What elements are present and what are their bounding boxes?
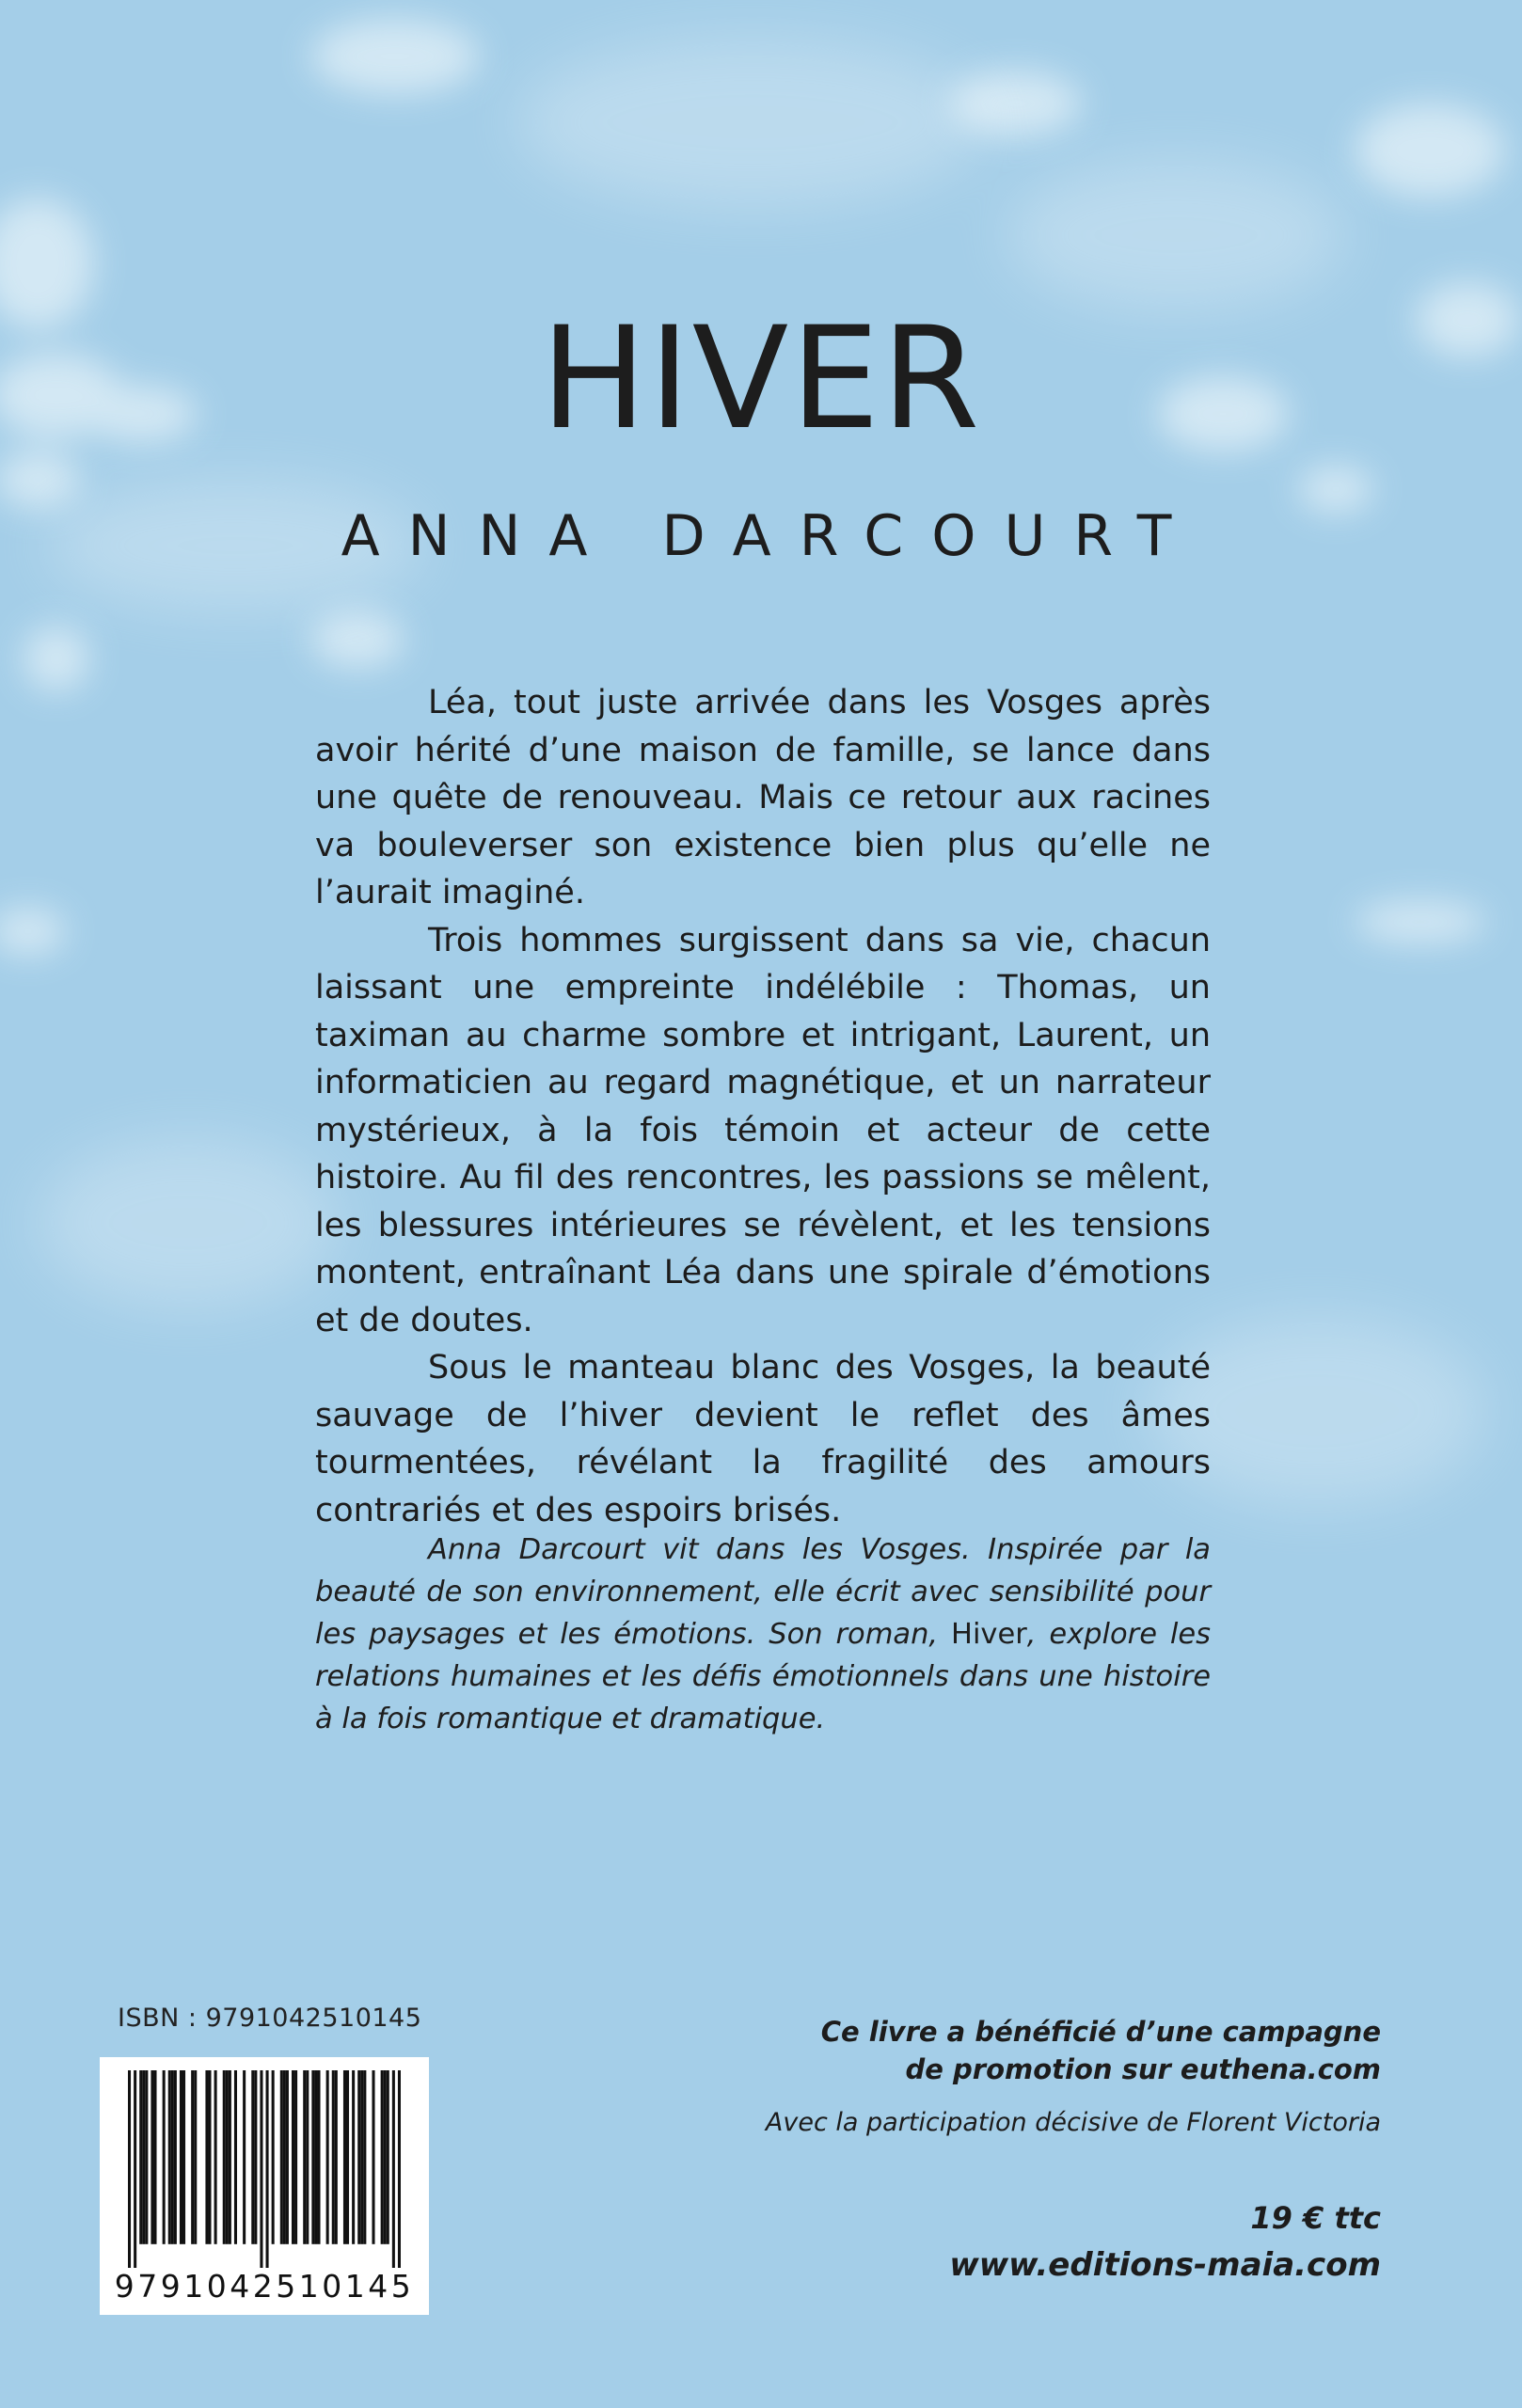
bio-text-end: , explore les relations humaines et les défis émotionnels dans une histoire à la fois romantique et dramatique. xyxy=(315,1618,1211,1735)
publisher-website: www.editions-maia.com xyxy=(949,2246,1381,2284)
barcode-bar xyxy=(139,2070,142,2244)
bio-book-title: Hiver xyxy=(951,1618,1027,1651)
barcode-bar xyxy=(191,2070,194,2244)
barcode-bar xyxy=(346,2070,349,2244)
barcode-bar xyxy=(226,2070,229,2244)
barcode-bar xyxy=(306,2070,309,2244)
barcode-bar xyxy=(134,2070,136,2268)
bio-text-start: Anna Darcourt vit dans les Vosges. Inspirée par la beauté de son environnement, elle écrit avec sensibilité pour les paysages et les émotions. Son roman, xyxy=(315,1533,1211,1651)
barcode-bar xyxy=(266,2070,269,2268)
barcode-bar xyxy=(180,2070,182,2244)
synopsis-paragraph: Léa, tout juste arrivée dans les Vosges après avoir hérité d’une maison de famille, se lance dans une quête de renouveau. Mais ce retour aux racines va bouleverser son existence bien plus qu’elle ne l’aurait imaginé. xyxy=(315,684,1211,911)
barcode-bar xyxy=(352,2070,355,2244)
barcode-bar xyxy=(243,2070,246,2244)
barcode xyxy=(100,2057,429,2315)
barcode-bar xyxy=(360,2070,363,2244)
barcode-bar xyxy=(251,2070,254,2244)
barcode-bar xyxy=(317,2070,320,2244)
barcode-bar xyxy=(208,2070,211,2244)
promo-line-2: de promotion sur euthena.com xyxy=(905,2053,1381,2085)
barcode-bar xyxy=(254,2070,257,2244)
barcode-bar xyxy=(153,2070,156,2244)
barcode-bar xyxy=(381,2070,384,2244)
barcode-bar xyxy=(303,2070,306,2244)
author-bio-paragraph xyxy=(315,1529,1211,1740)
barcode-bar xyxy=(174,2070,177,2244)
barcode-bar xyxy=(343,2070,346,2244)
barcode-bar xyxy=(335,2070,338,2244)
barcode-bar xyxy=(314,2070,317,2244)
barcode-bar xyxy=(171,2070,174,2244)
barcode-bar xyxy=(294,2070,297,2244)
barcode-bar xyxy=(326,2070,329,2244)
barcode-bar xyxy=(392,2070,395,2268)
barcode-bar xyxy=(260,2070,262,2268)
barcode-bar xyxy=(145,2070,148,2244)
barcode-bar xyxy=(286,2070,289,2244)
barcode-bar xyxy=(223,2070,226,2244)
barcode-bar xyxy=(363,2070,366,2244)
barcode-bar xyxy=(398,2070,401,2268)
price: 19 € ttc xyxy=(1250,2200,1381,2236)
barcode-bar xyxy=(332,2070,335,2244)
author-name: ANNA DARCOURT xyxy=(341,503,1200,569)
barcode-bar xyxy=(283,2070,286,2244)
barcode-bar xyxy=(151,2070,153,2244)
book-title: HIVER xyxy=(540,297,982,461)
barcode-bar xyxy=(234,2070,237,2244)
isbn-label: ISBN : 9791042510145 xyxy=(118,2004,422,2033)
barcode-bar xyxy=(292,2070,294,2244)
barcode-bars xyxy=(128,2070,401,2268)
barcode-bar xyxy=(229,2070,231,2244)
barcode-bar xyxy=(205,2070,208,2244)
barcode-bar xyxy=(163,2070,166,2244)
synopsis-paragraph: Sous le manteau blanc des Vosges, la beauté sauvage de l’hiver devient le reflet des âmes tourmentées, révélant la fragilité des amours contrariés et des espoirs brisés. xyxy=(315,1349,1211,1529)
barcode-bar xyxy=(128,2070,131,2268)
publisher-info xyxy=(715,2013,1381,2288)
promo-line-1: Ce livre a bénéficié d’une campagne xyxy=(820,2016,1381,2048)
barcode-bar xyxy=(194,2070,197,2244)
author-bio xyxy=(315,1529,1211,1740)
barcode-bar xyxy=(168,2070,171,2244)
barcode-bar xyxy=(387,2070,389,2244)
barcode-bar xyxy=(142,2070,145,2244)
synopsis-paragraph: Trois hommes surgissent dans sa vie, chacun laissant une empreinte indélébile : Thomas, un taximan au charme sombre et intrigant, Laurent, un informaticien au regard magnétique, et un narrateur mystérieux, à la fois témoin et acteur de cette histoire. Au fil des rencontres, les passions se mêlent, les blessures intérieures se révèlent, et les tensions montent, entraînant Léa dans une spirale d’émotions et de doutes. xyxy=(315,921,1211,1339)
barcode-bar xyxy=(384,2070,387,2244)
barcode-bar xyxy=(311,2070,314,2244)
synopsis xyxy=(315,679,1211,1534)
barcode-bar xyxy=(182,2070,185,2244)
promo-text xyxy=(715,2013,1381,2088)
barcode-bar xyxy=(214,2070,217,2244)
participation-credit: Avec la participation décisive de Florent Victoria xyxy=(765,2108,1381,2137)
barcode-bar xyxy=(272,2070,275,2244)
barcode-digits: 9791042510145 xyxy=(114,2268,415,2305)
barcode-bar xyxy=(357,2070,360,2244)
barcode-bar xyxy=(372,2070,374,2244)
barcode-bar xyxy=(280,2070,283,2244)
